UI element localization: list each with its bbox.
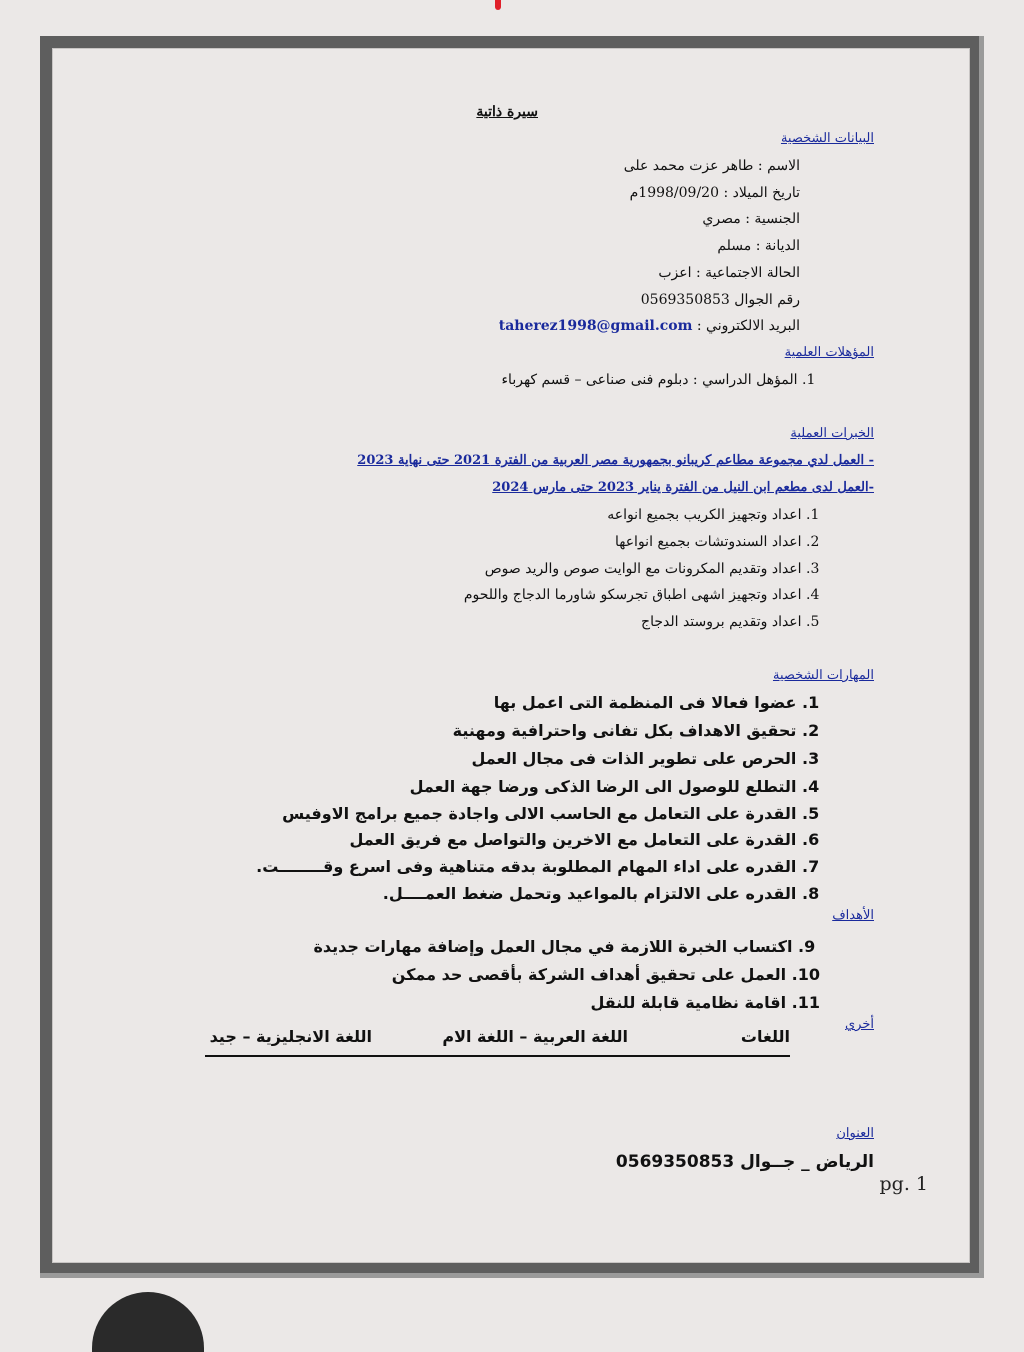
personal-religion: الديانة : مسلم <box>717 238 800 254</box>
heading-education: المؤهلات العلمية <box>784 345 874 360</box>
document-page <box>52 48 970 1263</box>
list-number: 3. <box>806 561 820 577</box>
list-number: 1. <box>802 372 816 388</box>
goal-item <box>313 937 820 956</box>
heading-address: العنوان <box>836 1126 874 1141</box>
experience-item <box>615 534 828 550</box>
list-text: تحقيق الاهداف بكل تفانى واحترافية ومهنية <box>452 721 797 740</box>
job-entry-1: - العمل لدي مجموعة مطاعم كريبانو بجمهورية مصر العربية من الفترة 2021 حتى نهاية 2023 <box>357 453 874 468</box>
list-text: الحرص على تطوير الذات فى مجال العمل <box>471 749 797 768</box>
document-title: سيرة ذاتية <box>476 104 538 120</box>
list-number: 2. <box>806 534 820 550</box>
experience-item <box>641 614 828 630</box>
list-number: 11. <box>791 993 820 1012</box>
experience-item <box>485 561 828 577</box>
list-text: اقامة نظامية قابلة للنقل <box>590 993 787 1012</box>
personal-birth: تاريخ الميلاد : 1998/09/20م <box>629 185 800 201</box>
list-number: 6. <box>802 830 820 849</box>
list-number: 2. <box>802 721 820 740</box>
skill-item <box>453 721 824 740</box>
experience-item <box>464 587 828 603</box>
list-text: اعداد وتجهيز الكريب بجميع انواعه <box>607 507 802 523</box>
list-number: 5. <box>806 614 820 630</box>
list-text: اعداد وتقديم المكرونات مع الوايت صوص والريد صوص <box>484 561 802 577</box>
document-frame <box>40 36 984 1278</box>
personal-nationality: الجنسية : مصري <box>702 211 800 227</box>
floating-button-shadow <box>92 1292 204 1352</box>
email-label: البريد الالكتروني : <box>696 318 800 334</box>
red-marker <box>495 0 501 10</box>
personal-name: الاسم : طاهر عزت محمد على <box>623 158 800 174</box>
heading-other: أخري <box>845 1017 874 1032</box>
list-text: القدرة على التعامل مع الحاسب الالى واجادة جميع برامج الاوفيس <box>282 804 797 823</box>
languages-label: اللغات <box>740 1027 790 1046</box>
heading-goals: الأهداف <box>832 908 874 923</box>
list-number: 10. <box>791 965 820 984</box>
heading-skills: المهارات الشخصية <box>772 668 874 683</box>
skill-item <box>494 693 824 712</box>
list-number: 3. <box>802 749 820 768</box>
list-text: اعداد وتقديم بروستد الدجاج <box>641 614 802 630</box>
skill-item <box>383 884 824 903</box>
list-text: القدرة على التعامل مع الاخرين والتواصل مع فريق العمل <box>349 830 797 849</box>
skill-item <box>256 857 824 876</box>
goal-item <box>590 993 820 1012</box>
page-number: pg. 1 <box>879 1173 928 1195</box>
list-text: التطلع للوصول الى الرضا الذكى ورضا جهة العمل <box>409 777 797 796</box>
job-entry-2: -العمل لدى مطعم ابن النيل من الفترة يناير 2023 حتى مارس 2024 <box>492 480 874 495</box>
list-text: اكتساب الخبرة اللازمة في مجال العمل وإضافة مهارات جديدة <box>313 937 793 956</box>
list-number: 9. <box>798 937 816 956</box>
heading-personal: البيانات الشخصية <box>780 131 874 146</box>
list-text: المؤهل الدراسي : دبلوم فنى صناعى – قسم كهرباء <box>501 372 798 388</box>
skill-item <box>471 749 824 768</box>
languages-arabic: اللغة العربية – اللغة الام <box>442 1027 628 1046</box>
languages-english: اللغة الانجليزية – جيد <box>209 1027 372 1046</box>
personal-marital: الحالة الاجتماعية : اعزب <box>658 265 800 281</box>
education-item <box>501 372 824 388</box>
personal-email-row <box>499 318 800 334</box>
languages-row <box>205 1025 790 1057</box>
list-number: 8. <box>802 884 820 903</box>
heading-experience: الخبرات العملية <box>790 426 874 441</box>
address-text: الرياض _ جــوال 0569350853 <box>615 1152 874 1172</box>
experience-item <box>607 507 828 523</box>
list-text: اعداد وتجهيز اشهى اطباق تجرسكو شاورما الدجاج واللحوم <box>463 587 802 603</box>
list-text: القدره على اداء المهام المطلوبة بدقه متناهية وفى اسرع وقــــــــت. <box>256 857 797 876</box>
list-number: 5. <box>802 804 820 823</box>
skill-item <box>410 777 824 796</box>
list-number: 1. <box>802 693 820 712</box>
list-number: 4. <box>802 777 820 796</box>
goal-item <box>392 965 820 984</box>
list-text: اعداد السندوتشات بجميع انواعها <box>614 534 802 550</box>
skill-item <box>349 830 824 849</box>
list-number: 7. <box>802 857 820 876</box>
list-text: العمل على تحقيق أهداف الشركة بأقصى حد ممكن <box>391 965 787 984</box>
list-number: 1. <box>806 507 820 523</box>
list-number: 4. <box>806 587 820 603</box>
email-link[interactable]: taherez1998@gmail.com <box>498 318 693 334</box>
personal-mobile: رقم الجوال 0569350853 <box>640 292 800 308</box>
skill-item <box>282 804 824 823</box>
list-text: عضوا فعالا فى المنظمة التى اعمل بها <box>493 693 797 712</box>
list-text: القدره على الالتزام بالمواعيد وتحمل ضغط العمــــل. <box>382 884 797 903</box>
